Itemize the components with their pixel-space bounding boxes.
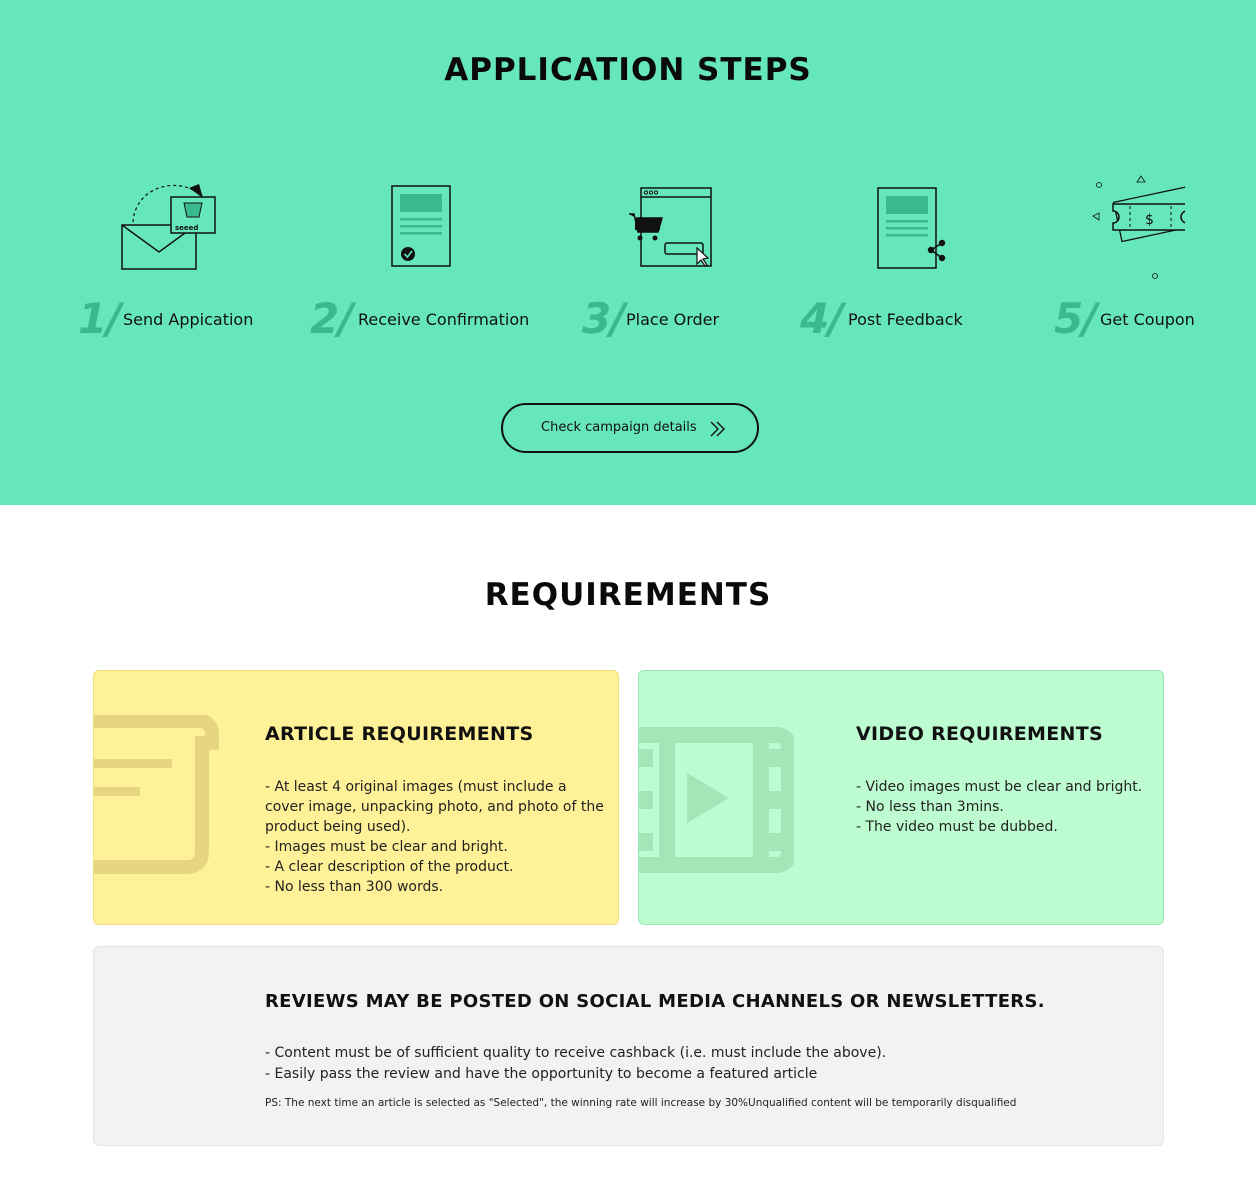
post-feedback-icon	[851, 170, 961, 280]
receive-confirmation-icon	[365, 170, 475, 280]
step-number: 1/	[78, 294, 121, 343]
requirement-line: - The video must be dubbed.	[856, 819, 1058, 835]
video-requirements-list	[856, 777, 1156, 837]
place-order-icon	[615, 170, 725, 280]
check-campaign-details-label: Check campaign details	[541, 420, 697, 435]
step-number: 2/	[310, 294, 353, 343]
step-get-coupon	[1050, 170, 1256, 350]
requirements-title: REQUIREMENTS	[484, 577, 772, 613]
dollar-sign: $	[1145, 212, 1154, 228]
review-line: - Content must be of sufficient quality to receive cashback (i.e. must include the above).	[265, 1045, 887, 1061]
step-post-feedback	[798, 170, 1018, 350]
video-requirements-title: VIDEO REQUIREMENTS	[856, 723, 1103, 745]
step-place-order	[580, 170, 800, 350]
requirement-line: - A clear description of the product.	[265, 859, 514, 875]
step-label: Place Order	[626, 310, 720, 329]
reviews-card	[93, 946, 1164, 1146]
requirement-line: - At least 4 original images (must include a cover image, unpacking photo, and photo of the product being used).	[265, 779, 609, 835]
scroll-document-icon	[94, 715, 219, 875]
step-label: Get Coupon	[1100, 310, 1195, 329]
send-application-icon	[115, 170, 225, 280]
reviews-title: REVIEWS MAY BE POSTED ON SOCIAL MEDIA CHANNELS OR NEWSLETTERS.	[265, 991, 1045, 1012]
application-steps-section	[0, 0, 1256, 505]
step-number: 3/	[582, 294, 625, 343]
step-receive-confirmation	[310, 170, 530, 350]
check-campaign-details-button[interactable]	[501, 403, 759, 453]
video-requirements-card	[638, 670, 1164, 925]
article-requirements-list	[265, 777, 609, 897]
step-number: 5/	[1054, 294, 1097, 343]
double-chevron-right-icon	[708, 419, 728, 439]
step-number: 4/	[800, 294, 843, 343]
step-label: Send Appication	[123, 310, 254, 329]
requirement-line: - Video images must be clear and bright.	[856, 779, 1143, 795]
reviews-ps-note: PS: The next time an article is selected as "Selected", the winning rate will increase by 30%Unqualified content will be temporarily disqualified	[265, 1097, 1017, 1109]
seeed-brand-text: seeed	[175, 224, 199, 232]
application-steps-title: APPLICATION STEPS	[444, 52, 812, 88]
coupon-icon	[1075, 170, 1185, 280]
review-line: - Easily pass the review and have the opportunity to become a featured article	[265, 1066, 818, 1082]
article-requirements-title: ARTICLE REQUIREMENTS	[265, 723, 534, 745]
step-label: Receive Confirmation	[358, 310, 530, 329]
article-requirements-card	[93, 670, 619, 925]
reviews-list	[265, 1043, 1125, 1085]
step-send-application	[70, 170, 290, 350]
requirement-line: - No less than 300 words.	[265, 879, 444, 895]
requirement-line: - Images must be clear and bright.	[265, 839, 508, 855]
requirement-line: - No less than 3mins.	[856, 799, 1004, 815]
video-film-icon	[639, 727, 794, 875]
step-label: Post Feedback	[848, 310, 963, 329]
